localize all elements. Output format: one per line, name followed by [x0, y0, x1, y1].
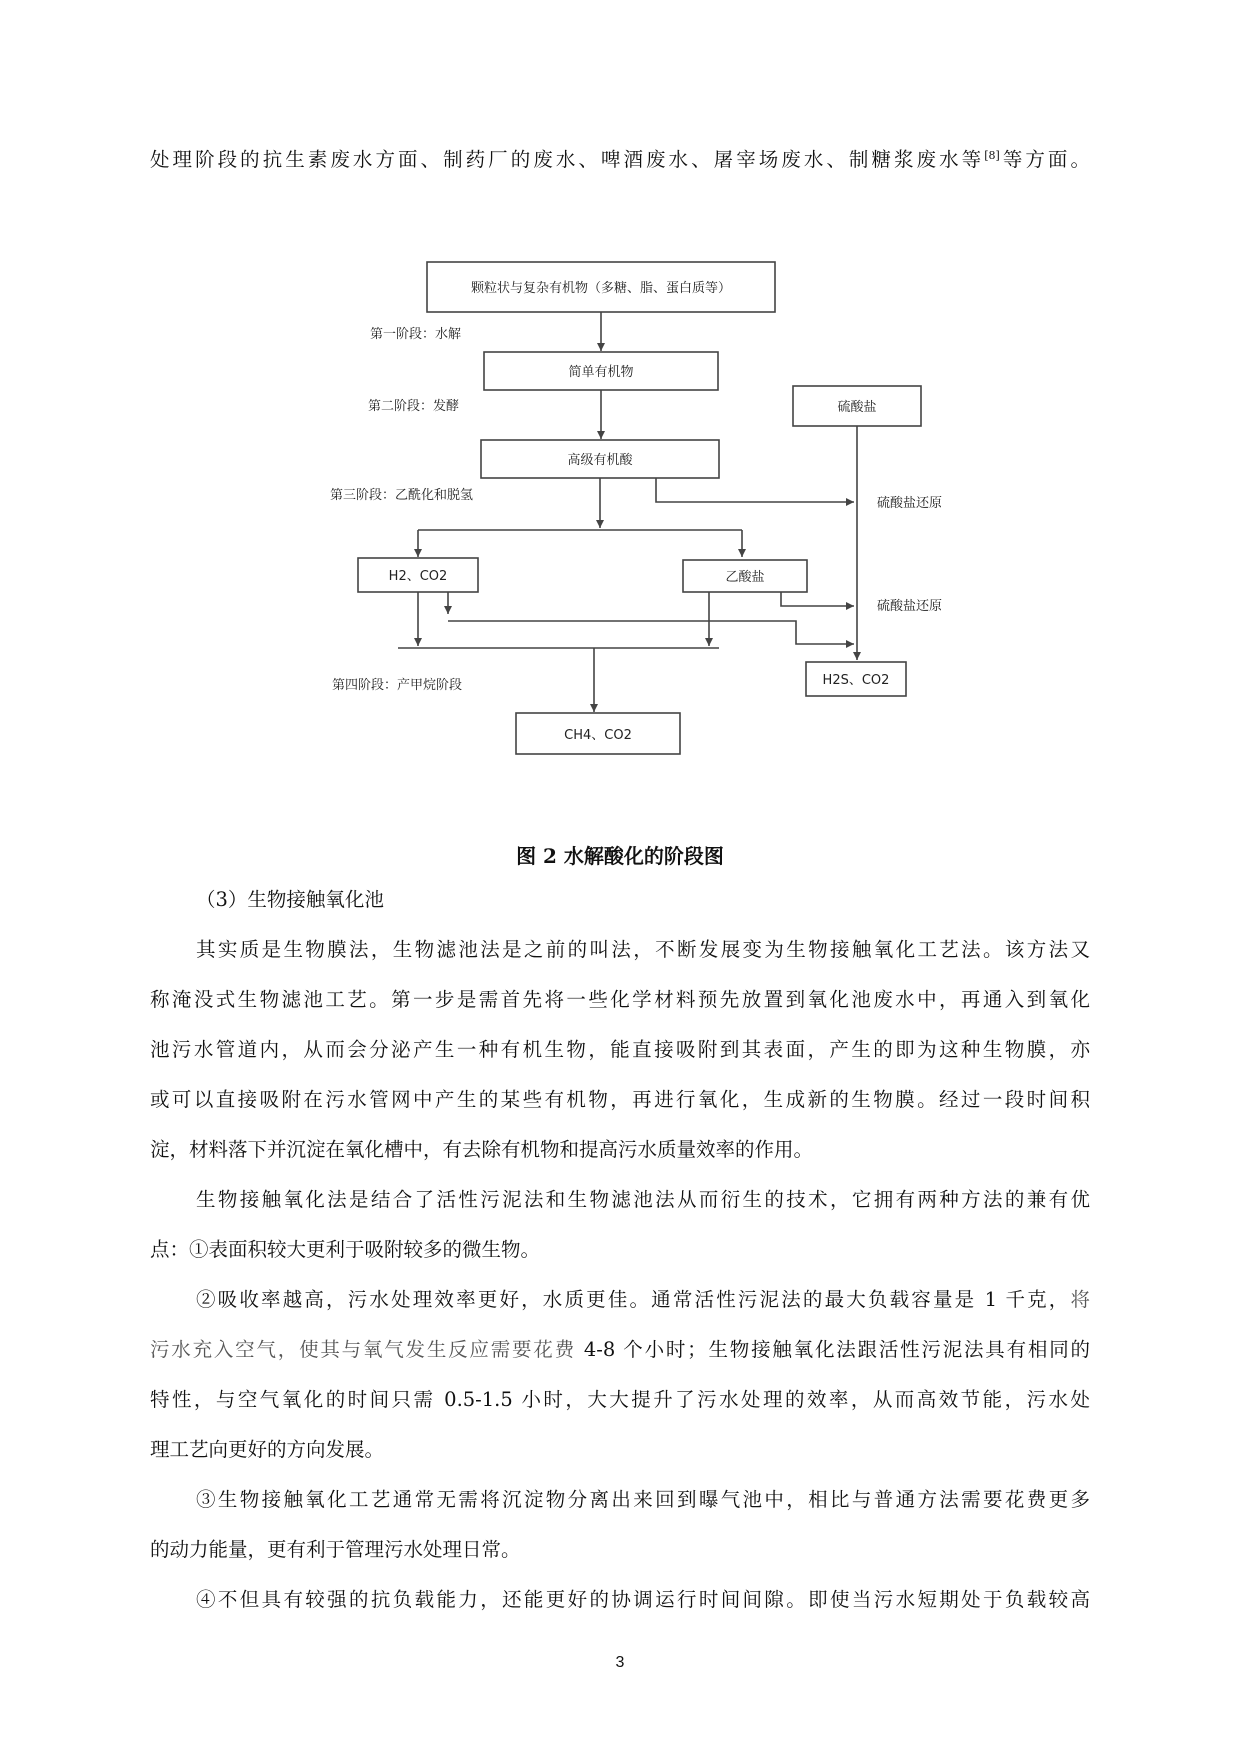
- paragraph5-line: ④不但具有较强的抗负载能力，还能更好的协调运行时间间隙。即使当污水短期处于负载较高: [196, 1588, 1090, 1611]
- stage2-label: 第二阶段：发酵: [368, 399, 460, 414]
- section-heading: （3）生物接触氧化池: [196, 888, 384, 911]
- paragraph3-line: [150, 1336, 1090, 1364]
- citation-ref[interactable]: [8]: [984, 149, 1000, 162]
- paragraph1-line: 或可以直接吸附在污水管网中产生的某些有机物，再进行氧化，生成新的生物膜。经过一段时间积: [150, 1088, 1090, 1111]
- paragraph4-line: 的动力能量，更有利于管理污水处理日常。: [150, 1538, 521, 1561]
- sulfate-label: 硫酸盐: [837, 400, 877, 415]
- sulfate-reduction-1-label: 硫酸盐还原: [877, 496, 943, 511]
- paragraph3-text: ②吸收率越高，污水处理效率更好，水质更佳。通常活性污泥法的最大负载容量是 1 千克，: [196, 1288, 1071, 1311]
- top-box: [427, 262, 775, 312]
- stage3-label: 第三阶段：乙酰化和脱氢: [330, 488, 474, 503]
- stage4-label: 第四阶段：产甲烷阶段: [332, 678, 463, 693]
- ch4-co2-label: CH4、CO2: [564, 728, 632, 743]
- paragraph3-line: 特性，与空气氧化的时间只需 0.5-1.5 小时，大大提升了污水处理的效率，从而高效节能，污水处: [150, 1388, 1090, 1411]
- paragraph3-grey-text: 污水充入空气，使其与氧气发生反应需要花费: [150, 1338, 576, 1361]
- paragraph1-line: 称淹没式生物滤池工艺。第一步是需首先将一些化学材料预先放置到氧化池废水中，再通入到氧化: [150, 988, 1090, 1011]
- paragraph2-line: 生物接触氧化法是结合了活性污泥法和生物滤池法从而衍生的技术，它拥有两种方法的兼有优: [196, 1188, 1090, 1211]
- hydrolysis-stage-diagram: [0, 240, 1240, 800]
- paragraph2-line: 点：①表面积较大更利于吸附较多的微生物。: [150, 1238, 541, 1261]
- acetate-label: 乙酸盐: [725, 570, 765, 585]
- stage1-label: 第一阶段：水解: [370, 327, 462, 342]
- h2-to-h2s-line: [448, 621, 854, 644]
- paragraph1-line: 淀，材料落下并沉淀在氧化槽中，有去除有机物和提高污水质量效率的作用。: [150, 1138, 814, 1161]
- h2-co2-box: [358, 558, 478, 592]
- h2-co2-label: H2、CO2: [388, 569, 448, 584]
- arrow-sulfate-reduction-2: [781, 592, 854, 606]
- h2s-co2-label: H2S、CO2: [822, 673, 890, 688]
- paragraph3-line: 理工艺向更好的方向发展。: [150, 1438, 385, 1461]
- paragraph1-line: 池污水管道内，从而会分泌产生一种有机生物，能直接吸附到其表面，产生的即为这种生物膜，亦: [150, 1038, 1090, 1061]
- paragraph1-line: 其实质是生物膜法，生物滤池法是之前的叫法，不断发展变为生物接触氧化工艺法。该方法又: [196, 938, 1090, 961]
- intro-text: 处理阶段的抗生素废水方面、制药厂的废水、啤酒废水、屠宰场废水、制糖浆废水等: [150, 148, 985, 171]
- acetate-box: [683, 560, 807, 592]
- paragraph4-line: ③生物接触氧化工艺通常无需将沉淀物分离出来回到曝气池中，相比与普通方法需要花费更多: [196, 1488, 1090, 1511]
- paragraph3-grey-text: 将: [1070, 1288, 1090, 1311]
- sulfate-box: [793, 386, 921, 426]
- simple-organics-label: 简单有机物: [568, 365, 634, 380]
- ch4-co2-box: [516, 713, 680, 754]
- sulfate-reduction-2-label: 硫酸盐还原: [877, 599, 943, 614]
- higher-acids-box: [481, 440, 719, 478]
- h2s-co2-box: [806, 662, 906, 696]
- higher-acids-label: 高级有机酸: [567, 453, 633, 468]
- intro-line: [150, 146, 1090, 174]
- figure-caption: 图 2 水解酸化的阶段图: [516, 844, 724, 868]
- page-number: 3: [615, 1654, 625, 1671]
- simple-organics-box: [484, 352, 718, 390]
- paragraph3-text: 4-8 个小时；生物接触氧化法跟活性污泥法具有相同的: [575, 1338, 1090, 1361]
- paragraph3-line: [196, 1286, 1090, 1314]
- top-box-label: 颗粒状与复杂有机物（多糖、脂、蛋白质等）: [470, 281, 732, 296]
- arrow-sulfate-reduction-1: [656, 478, 854, 502]
- intro-text-end: 等方面。: [999, 148, 1090, 171]
